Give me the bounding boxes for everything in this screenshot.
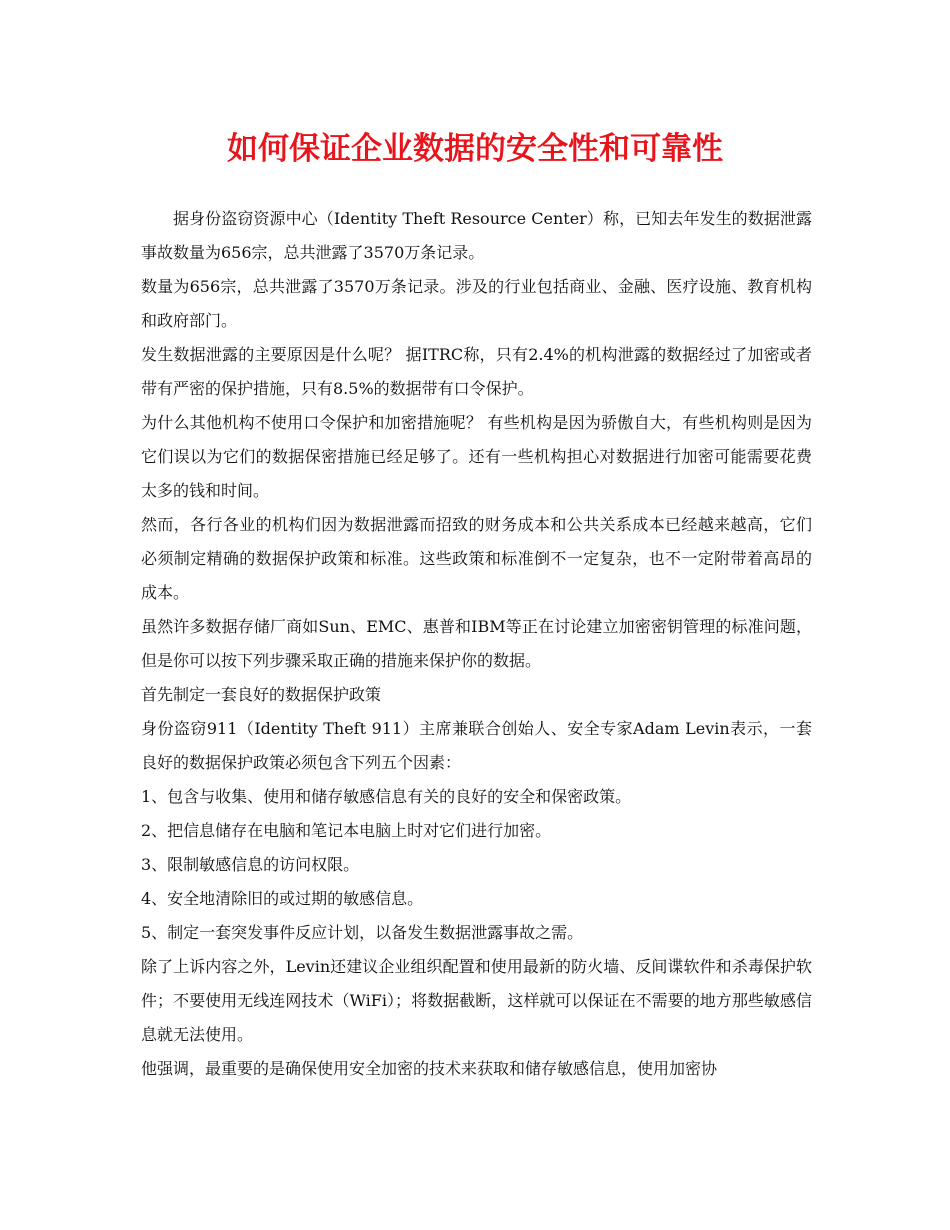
list-item: 3、限制敏感信息的访问权限。 <box>141 855 360 874</box>
paragraph: 虽然许多数据存储厂商如Sun、EMC、惠普和IBM等正在讨论建立加密密钥管理的标准问题，但是你可以按下列步骤采取正确的措施来保护你的数据。 <box>141 617 812 670</box>
list-item: 4、安全地清除旧的或过期的敏感信息。 <box>141 889 424 908</box>
list-item: 2、把信息储存在电脑和笔记本电脑上时对它们进行加密。 <box>141 821 552 840</box>
paragraph: 他强调，最重要的是确保使用安全加密的技术来获取和储存敏感信息，使用加密协 <box>141 1059 718 1078</box>
paragraph: 除了上诉内容之外，Levin还建议企业组织配置和使用最新的防火墙、反间谍软件和杀毒保护软件；不要使用无线连网技术（WiFi）；将数据截断，这样就可以保证在不需要的地方那些敏感信息就无法使用。 <box>141 957 812 1044</box>
document-title: 如何保证企业数据的安全性和可靠性 <box>227 131 723 167</box>
paragraph: 数量为656宗，总共泄露了3570万条记录。涉及的行业包括商业、金融、医疗设施、教育机构和政府部门。 <box>141 277 812 330</box>
paragraph: 然而，各行各业的机构们因为数据泄露而招致的财务成本和公共关系成本已经越来越高，它们必须制定精确的数据保护政策和标准。这些政策和标准倒不一定复杂，也不一定附带着高昂的成本。 <box>141 515 812 602</box>
section-heading: 首先制定一套良好的数据保护政策 <box>141 685 382 704</box>
paragraph: 发生数据泄露的主要原因是什么呢？ 据ITRC称，只有2.4%的机构泄露的数据经过了加密或者带有严密的保护措施，只有8.5%的数据带有口令保护。 <box>141 345 812 398</box>
document-body <box>141 202 812 1086</box>
paragraph: 为什么其他机构不使用口令保护和加密措施呢？ 有些机构是因为骄傲自大，有些机构则是因为它们误以为它们的数据保密措施已经足够了。还有一些机构担心对数据进行加密可能需要花费太多的钱和时间。 <box>141 413 812 500</box>
paragraph: 身份盗窃911（Identity Theft 911）主席兼联合创始人、安全专家Adam Levin表示，一套良好的数据保护政策必须包含下列五个因素： <box>141 719 812 772</box>
list-item: 1、包含与收集、使用和储存敏感信息有关的良好的安全和保密政策。 <box>141 787 632 806</box>
paragraph: 据身份盗窃资源中心（Identity Theft Resource Center）称，已知去年发生的数据泄露事故数量为656宗，总共泄露了3570万条记录。 <box>141 209 812 262</box>
list-item: 5、制定一套突发事件反应计划，以备发生数据泄露事故之需。 <box>141 923 584 942</box>
